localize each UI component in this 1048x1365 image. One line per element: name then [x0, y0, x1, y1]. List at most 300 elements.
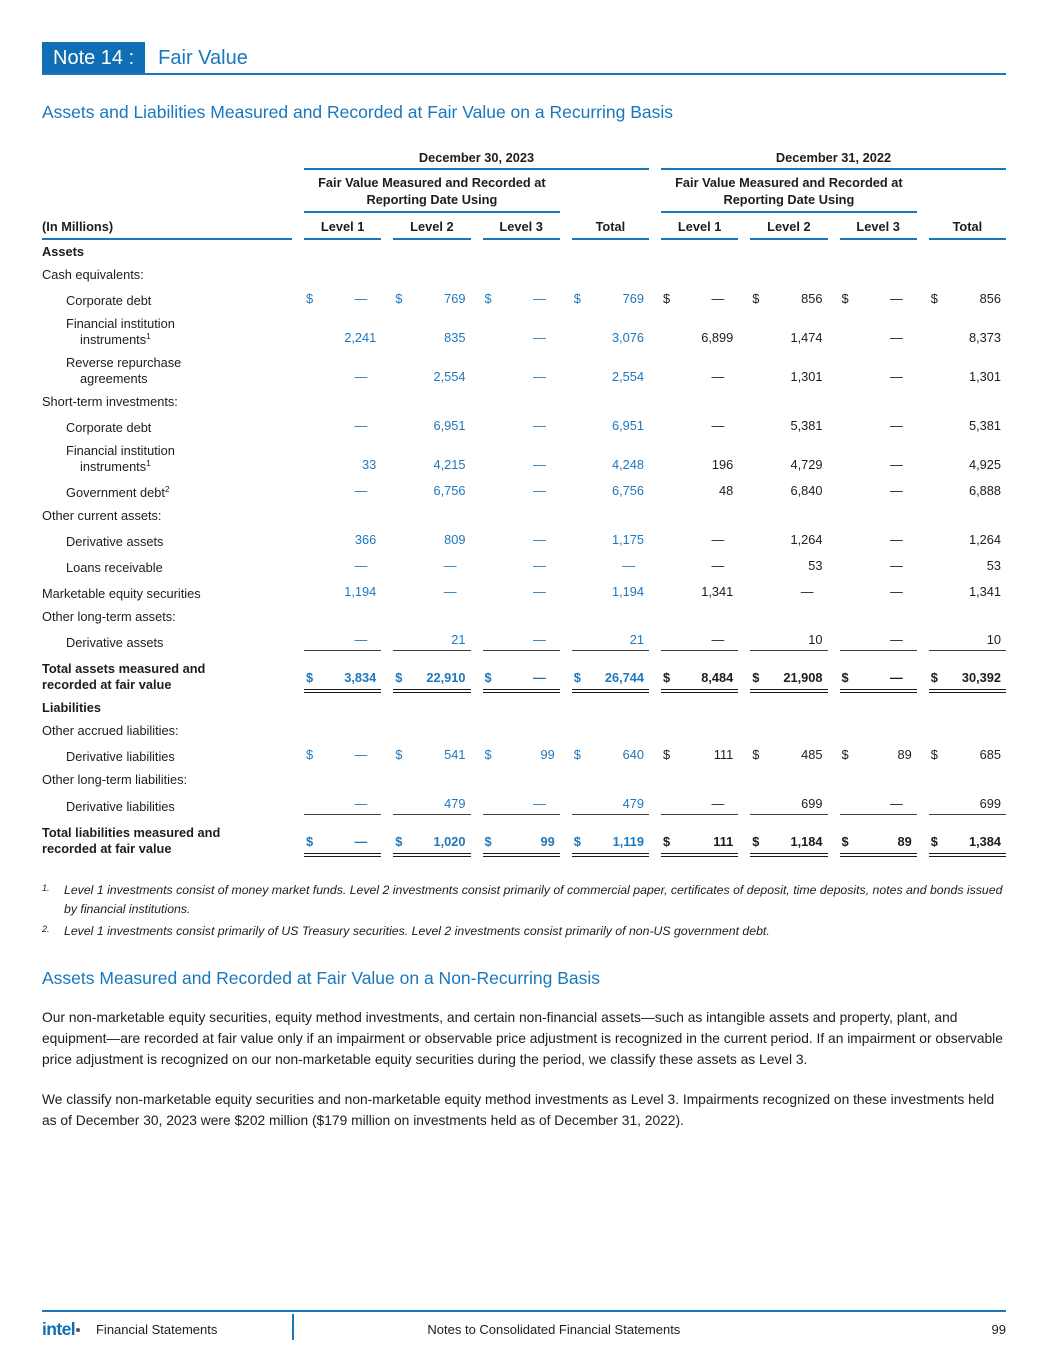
value-text: 21 [451, 632, 466, 648]
value-text: — [354, 482, 368, 498]
row-label [42, 825, 292, 857]
column-header: Total [929, 214, 1006, 240]
row-label [42, 293, 292, 309]
dollar-sign: $ [484, 747, 492, 763]
value-cell [929, 456, 1006, 475]
row-label [42, 534, 292, 550]
footnote-item [42, 922, 1006, 941]
value-text: — [354, 417, 368, 433]
value-text: 1,175 [611, 531, 644, 547]
value-cell [661, 417, 738, 436]
row-label-text: instruments [80, 331, 147, 347]
value-text: — [889, 796, 903, 812]
value-text: 366 [354, 531, 377, 547]
value-text: 4,215 [433, 456, 466, 472]
row-label-text: Other long-term liabilities: [42, 772, 188, 788]
table-row [42, 286, 1006, 312]
value-text: — [711, 368, 725, 384]
value-text: 685 [979, 747, 1001, 763]
value-text: 769 [622, 290, 644, 306]
value-cell [929, 746, 1006, 765]
value-text: 33 [362, 456, 377, 472]
dollar-sign: $ [663, 290, 671, 306]
paragraph-nonrecurring-1: Our non-marketable equity securities, equity method investments, and certain non-financial assets—such as intangible assets and property, plant, and equipment—are recorded at fair value only if an impairment or observable price adjustment is recognized in the current period. If an impairment or observable price adjustment is recognized on our non-marketable equity securities during the period, we classify these assets as Level 3. [42, 1009, 1003, 1067]
value-cell [929, 531, 1006, 550]
page-number: 99 [991, 1322, 1006, 1338]
value-text: — [711, 632, 725, 648]
value-text: 1,474 [790, 329, 823, 345]
row-label [42, 661, 292, 693]
note-header [42, 42, 1006, 75]
table-row [42, 658, 1006, 697]
value-cell [750, 795, 827, 815]
value-text: 8,373 [968, 329, 1001, 345]
row-label [42, 586, 292, 602]
table-row [42, 769, 1006, 792]
value-text: — [889, 368, 903, 384]
row-label-text: Short-term investments: [42, 393, 178, 409]
intel-logo: intel [42, 1319, 75, 1339]
dollar-sign: $ [395, 290, 403, 306]
value-cell [929, 833, 1006, 857]
value-text: — [711, 796, 725, 812]
value-cell [840, 482, 917, 501]
row-label-text: Derivative liabilities [66, 799, 175, 815]
footnote-ref: 2 [164, 483, 170, 494]
value-text: — [532, 290, 546, 306]
value-text: — [354, 290, 368, 306]
value-cell [483, 456, 560, 475]
column-group-subtitle-2023: Fair Value Measured and Recorded at Reporting Date Using [304, 171, 560, 213]
value-text: 6,756 [611, 482, 644, 498]
value-cell [393, 746, 470, 765]
value-cell [750, 746, 827, 765]
table-row [42, 240, 1006, 263]
dollar-sign: $ [930, 747, 938, 763]
value-cell [929, 417, 1006, 436]
value-cell [572, 482, 649, 501]
value-text: 835 [444, 329, 466, 345]
row-label [42, 485, 292, 501]
footnote-marker: 1. [42, 882, 50, 893]
value-text: 1,194 [611, 583, 644, 599]
value-cell [750, 669, 827, 693]
value-cell [572, 531, 649, 550]
value-cell [840, 329, 917, 348]
value-cell [750, 631, 827, 651]
value-cell [572, 746, 649, 765]
value-cell [304, 583, 381, 602]
value-text: 1,341 [701, 583, 734, 599]
value-cell [750, 482, 827, 501]
value-cell [393, 482, 470, 501]
value-text: — [532, 557, 546, 573]
row-label-text: Total liabilities measured and [42, 825, 221, 841]
row-label-text: Financial institution [66, 442, 175, 458]
column-group-subtitle-2022: Fair Value Measured and Recorded at Reporting Date Using [661, 171, 917, 213]
value-cell [393, 368, 470, 387]
dollar-sign: $ [841, 747, 849, 763]
value-text: — [711, 290, 725, 306]
value-cell [393, 290, 470, 309]
value-text: — [532, 329, 546, 345]
footnote-ref: 1 [146, 457, 151, 468]
table-row [42, 527, 1006, 553]
column-header: Level 3 [840, 214, 917, 240]
value-cell [304, 746, 381, 765]
value-cell [929, 329, 1006, 348]
row-label-text: Corporate debt [66, 419, 152, 435]
table-row [42, 822, 1006, 861]
row-label [42, 772, 1006, 788]
value-text: — [532, 417, 546, 433]
value-cell [483, 833, 560, 857]
row-label [42, 609, 1006, 625]
value-cell [304, 290, 381, 309]
row-label [42, 420, 292, 436]
value-text: 8,484 [701, 670, 734, 686]
table-header-levels [42, 213, 1006, 240]
value-text: — [532, 583, 546, 599]
value-cell [661, 482, 738, 501]
value-text: 1,301 [790, 368, 823, 384]
value-cell [483, 795, 560, 815]
value-cell [393, 417, 470, 436]
dollar-sign: $ [573, 747, 581, 763]
row-label-text: Other accrued liabilities: [42, 723, 179, 739]
value-text: 10 [808, 632, 823, 648]
row-label [42, 560, 292, 576]
dollar-sign: $ [395, 834, 403, 850]
value-text: 1,184 [790, 834, 823, 850]
value-cell [572, 669, 649, 693]
row-label-text: agreements [80, 370, 148, 386]
value-cell [840, 669, 917, 693]
value-cell [304, 456, 381, 475]
value-cell [840, 583, 917, 602]
value-cell [661, 631, 738, 651]
column-header: Level 2 [393, 214, 470, 240]
value-cell [929, 669, 1006, 693]
value-cell [929, 290, 1006, 309]
value-text: — [532, 531, 546, 547]
value-cell [750, 531, 827, 550]
table-row [42, 312, 1006, 351]
value-cell [483, 669, 560, 693]
value-text: — [800, 583, 814, 599]
value-cell [483, 557, 560, 576]
value-cell [840, 368, 917, 387]
value-text: 53 [808, 557, 823, 573]
value-text: 26,744 [604, 670, 644, 686]
value-cell [483, 290, 560, 309]
value-cell [304, 795, 381, 815]
dollar-sign: $ [752, 670, 760, 686]
value-cell [661, 583, 738, 602]
value-text: 89 [897, 747, 912, 763]
dollar-sign: $ [306, 747, 314, 763]
table-row [42, 553, 1006, 579]
value-cell [304, 417, 381, 436]
value-text: — [889, 531, 903, 547]
row-label [42, 700, 1006, 716]
row-label-text: Derivative assets [66, 533, 164, 549]
value-text: — [532, 796, 546, 812]
value-text: 856 [801, 290, 823, 306]
value-cell [929, 557, 1006, 576]
row-label-text: instruments [80, 458, 147, 474]
value-cell [929, 368, 1006, 387]
value-cell [750, 456, 827, 475]
row-label-text: recorded at fair value [42, 677, 172, 693]
value-text: — [711, 531, 725, 547]
table-header-dates [42, 150, 1006, 170]
value-text: 485 [801, 747, 823, 763]
footer-center-label: Notes to Consolidated Financial Statements [427, 1322, 681, 1338]
value-cell [572, 329, 649, 348]
row-label [42, 723, 1006, 739]
column-header: Level 2 [750, 214, 827, 240]
table-row [42, 605, 1006, 628]
row-label-text: Total assets measured and [42, 661, 206, 677]
value-text: 1,384 [968, 834, 1001, 850]
value-text: — [889, 583, 903, 599]
table-row [42, 628, 1006, 655]
value-text: 4,729 [790, 456, 823, 472]
value-cell [661, 290, 738, 309]
value-cell [661, 557, 738, 576]
row-label [42, 244, 1006, 260]
value-cell [840, 631, 917, 651]
row-label-text: Other current assets: [42, 507, 162, 523]
row-label [42, 316, 292, 348]
value-text: 21 [629, 632, 644, 648]
value-cell [304, 669, 381, 693]
value-cell [572, 417, 649, 436]
value-text: 21,908 [783, 670, 823, 686]
dollar-sign: $ [484, 670, 492, 686]
value-cell [661, 531, 738, 550]
value-text: 699 [979, 796, 1001, 812]
dollar-sign: $ [306, 290, 314, 306]
dollar-sign: $ [930, 290, 938, 306]
page-footer [42, 1310, 1006, 1339]
value-text: — [532, 456, 546, 472]
value-cell [929, 482, 1006, 501]
value-text: — [443, 583, 457, 599]
dollar-sign: $ [573, 290, 581, 306]
value-text: 22,910 [426, 670, 466, 686]
value-cell [929, 583, 1006, 602]
value-text: — [443, 557, 457, 573]
value-cell [393, 583, 470, 602]
value-text: 111 [713, 834, 734, 850]
column-group-date-2022: December 31, 2022 [661, 150, 1006, 170]
value-text: — [889, 557, 903, 573]
table-row [42, 792, 1006, 819]
value-text: 53 [986, 557, 1001, 573]
value-text: — [354, 796, 368, 812]
column-header: Level 1 [661, 214, 738, 240]
value-text: — [889, 290, 903, 306]
row-label-text: Derivative liabilities [66, 749, 175, 765]
row-label-text: Loans receivable [66, 559, 163, 575]
dollar-sign: $ [752, 290, 760, 306]
value-text: — [532, 632, 546, 648]
value-text: — [889, 482, 903, 498]
value-text: — [889, 329, 903, 345]
value-text: — [354, 557, 368, 573]
value-cell [840, 456, 917, 475]
value-cell [483, 482, 560, 501]
value-cell [840, 746, 917, 765]
value-cell [661, 456, 738, 475]
value-text: 30,392 [961, 670, 1001, 686]
value-text: 1,264 [790, 531, 823, 547]
value-cell [572, 631, 649, 651]
value-cell [304, 368, 381, 387]
value-cell [393, 833, 470, 857]
table-row [42, 263, 1006, 286]
value-cell [661, 329, 738, 348]
value-text: 479 [444, 796, 466, 812]
value-text: 3,076 [611, 329, 644, 345]
row-label [42, 799, 292, 815]
dollar-sign: $ [306, 834, 314, 850]
row-label-text: Assets [42, 243, 84, 259]
dollar-sign: $ [752, 747, 760, 763]
value-cell [483, 631, 560, 651]
value-cell [750, 583, 827, 602]
dollar-sign: $ [841, 670, 849, 686]
value-cell [572, 795, 649, 815]
note-title: Fair Value [158, 47, 248, 69]
dollar-sign: $ [930, 670, 938, 686]
value-text: — [889, 456, 903, 472]
section-title-nonrecurring: Assets Measured and Recorded at Fair Value on a Non-Recurring Basis [42, 967, 601, 988]
value-cell [750, 557, 827, 576]
value-cell [661, 795, 738, 815]
value-cell [393, 329, 470, 348]
value-cell [750, 368, 827, 387]
value-text: — [622, 557, 635, 573]
value-cell [304, 482, 381, 501]
value-text: — [354, 747, 368, 763]
column-group-date-2023: December 30, 2023 [304, 150, 649, 170]
table-row [42, 390, 1006, 413]
value-text: — [532, 670, 546, 686]
dollar-sign: $ [752, 834, 760, 850]
value-text: 809 [444, 531, 466, 547]
note-number-badge: Note 14 : [42, 42, 145, 73]
dollar-sign: $ [395, 670, 403, 686]
footnote-marker: 2. [42, 923, 50, 934]
value-text: 196 [711, 456, 734, 472]
dollar-sign: $ [663, 670, 671, 686]
row-label-text: Reverse repurchase [66, 354, 182, 370]
fair-value-table [42, 150, 1006, 861]
value-text: 4,248 [611, 456, 644, 472]
value-text: — [889, 632, 903, 648]
value-cell [572, 290, 649, 309]
footnote-text: Level 1 investments consist primarily of US Treasury securities. Level 2 investments consist primarily of non-US government debt. [64, 923, 770, 938]
value-cell [750, 290, 827, 309]
value-cell [840, 531, 917, 550]
row-label-text: recorded at fair value [42, 841, 172, 857]
value-cell [929, 795, 1006, 815]
footer-left-label: Financial Statements [95, 1322, 218, 1338]
footnotes [42, 881, 1006, 941]
value-cell [304, 833, 381, 857]
table-row [42, 439, 1006, 478]
value-text: — [354, 368, 368, 384]
dollar-sign: $ [484, 290, 492, 306]
table-row [42, 697, 1006, 720]
in-millions-label: (In Millions) [42, 214, 292, 240]
value-cell [572, 368, 649, 387]
value-text: 3,834 [344, 670, 377, 686]
value-text: 2,554 [611, 368, 644, 384]
value-cell [304, 557, 381, 576]
value-text: 4,925 [968, 456, 1001, 472]
value-text: 111 [713, 747, 734, 763]
intel-logo-dot [76, 1328, 80, 1332]
value-text: 99 [540, 747, 555, 763]
value-text: 10 [986, 632, 1001, 648]
value-cell [483, 583, 560, 602]
row-label [42, 749, 292, 765]
value-cell [661, 669, 738, 693]
value-cell [483, 531, 560, 550]
value-text: 6,899 [701, 329, 734, 345]
value-cell [840, 557, 917, 576]
footnote-item [42, 881, 1006, 919]
value-text: — [889, 417, 903, 433]
value-cell [661, 746, 738, 765]
value-text: 699 [801, 796, 823, 812]
table-row [42, 720, 1006, 743]
dollar-sign: $ [573, 834, 581, 850]
dollar-sign: $ [573, 670, 581, 686]
value-cell [393, 669, 470, 693]
value-cell [483, 746, 560, 765]
value-cell [750, 417, 827, 436]
value-cell [393, 557, 470, 576]
value-text: 856 [979, 290, 1001, 306]
value-cell [750, 329, 827, 348]
column-header: Level 3 [483, 214, 560, 240]
value-cell [572, 583, 649, 602]
value-text: 48 [719, 482, 734, 498]
table-row [42, 579, 1006, 605]
dollar-sign: $ [395, 747, 403, 763]
value-text: 5,381 [790, 417, 823, 433]
value-cell [483, 368, 560, 387]
row-label-text: Financial institution [66, 315, 175, 331]
value-cell [840, 795, 917, 815]
value-text: 89 [897, 834, 912, 850]
value-text: — [532, 368, 546, 384]
value-cell [840, 417, 917, 436]
value-text: 479 [622, 796, 644, 812]
column-header: Total [572, 214, 649, 240]
value-cell [572, 456, 649, 475]
dollar-sign: $ [663, 834, 671, 850]
row-label-text: Government debt [66, 484, 165, 500]
value-text: 640 [622, 747, 644, 763]
value-cell [572, 557, 649, 576]
dollar-sign: $ [841, 834, 849, 850]
